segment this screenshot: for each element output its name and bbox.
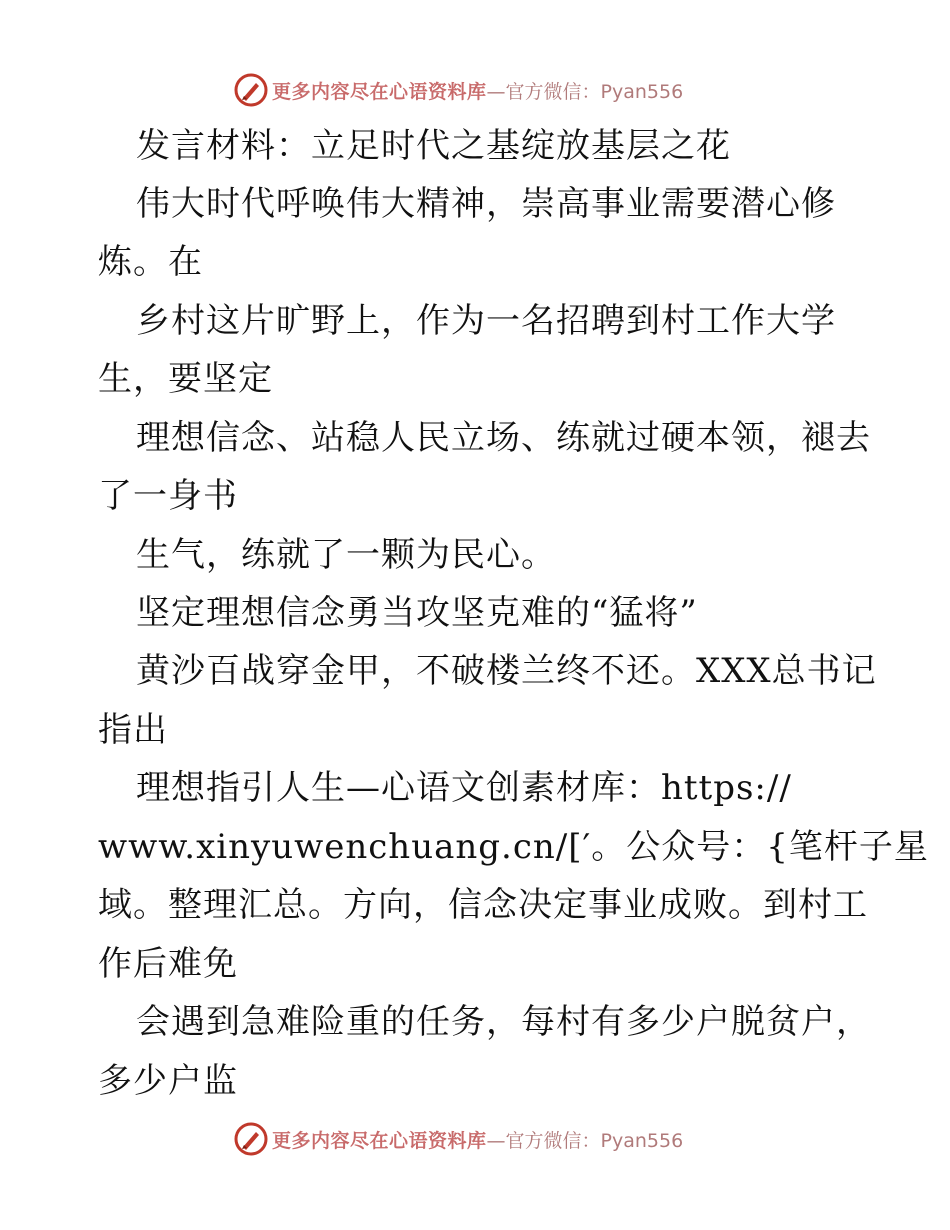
pen-logo-icon xyxy=(234,73,268,107)
pen-logo-icon xyxy=(234,1122,268,1156)
paragraph-line: 理想信念、站稳人民立场、练就过硬本领，褪去 xyxy=(136,418,871,458)
section-heading: 坚定理想信念勇当攻坚克难的“猛将” xyxy=(136,593,698,633)
paragraph-line: 黄沙百战穿金甲，不破楼兰终不还。XXX总书记 xyxy=(136,651,877,691)
paragraph-line: www.xinyuwenchuang.cn/[′。公众号：{笔杆子星 xyxy=(98,827,929,867)
footer-watermark-banner xyxy=(234,1121,683,1157)
banner-rest-text: —官方微信：Pyan556 xyxy=(486,80,684,103)
paragraph-line: 炼。在 xyxy=(98,242,203,282)
paragraph-line: 乡村这片旷野上，作为一名招聘到村工作大学 xyxy=(136,301,836,341)
document-title: 发言材料：立足时代之基绽放基层之花 xyxy=(136,126,731,166)
paragraph-line: 了一身书 xyxy=(98,476,238,516)
header-watermark-banner xyxy=(234,72,683,108)
paragraph-line: 会遇到急难险重的任务，每村有多少户脱贫户， xyxy=(136,1002,871,1042)
paragraph-line: 域。整理汇总。方向，信念决定事业成败。到村工 xyxy=(98,885,868,925)
paragraph-line: 生，要坚定 xyxy=(98,359,273,399)
paragraph-line: 生气，练就了一颗为民心。 xyxy=(136,535,556,575)
paragraph-line: 多少户监 xyxy=(98,1061,238,1101)
paragraph-line: 理想指引人生—心语文创素材库：https:// xyxy=(136,768,792,808)
banner-highlight-text: 更多内容尽在心语资料库 xyxy=(272,1129,487,1152)
banner-rest-text: —官方微信：Pyan556 xyxy=(486,1129,684,1152)
banner-highlight-text: 更多内容尽在心语资料库 xyxy=(272,80,487,103)
paragraph-line: 伟大时代呼唤伟大精神，崇高事业需要潜心修 xyxy=(136,184,836,224)
paragraph-line: 作后难免 xyxy=(98,944,238,984)
paragraph-line: 指出 xyxy=(98,710,168,750)
